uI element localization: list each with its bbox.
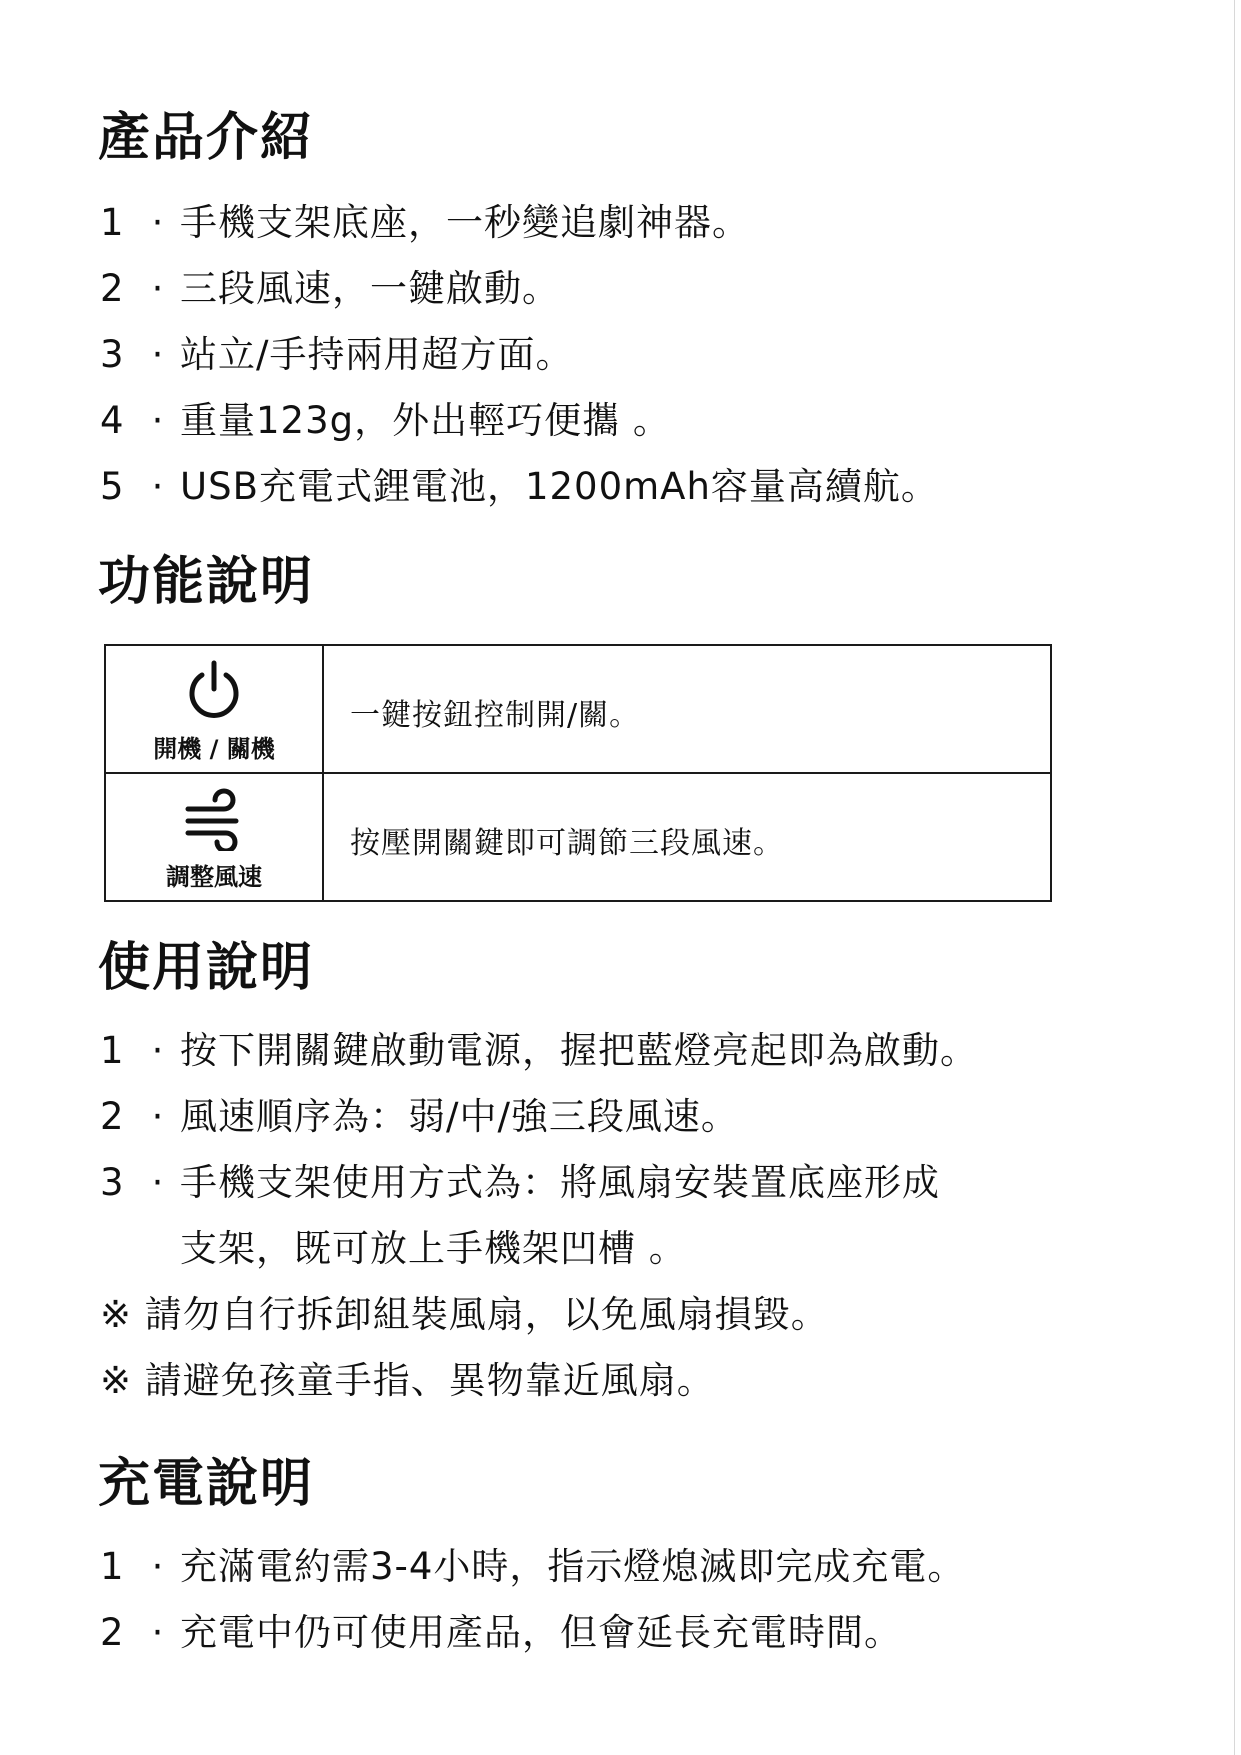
warning-note: ※ 請勿自行拆卸組裝風扇，以免風扇損毀。 — [100, 1293, 829, 1336]
wind-desc: 按壓開關鍵即可調節三段風速。 — [323, 773, 1051, 901]
list-item: 3 · 站立/手持兩用超方面。 — [100, 333, 574, 376]
list-item: 4 · 重量123g，外出輕巧便攜 。 — [100, 399, 671, 442]
usage-list — [100, 1018, 978, 1414]
list-item: 2 · 充電中仍可使用產品，但會延長充電時間。 — [100, 1611, 902, 1654]
wind-cell — [105, 773, 323, 901]
table-row — [105, 645, 1051, 773]
page-edge-divider — [1234, 0, 1235, 1755]
wind-icon — [182, 787, 246, 851]
list-item-continuation: 支架，既可放上手機架凹槽 。 — [180, 1227, 687, 1270]
list-item: 5 · USB充電式鋰電池，1200mAh容量高續航。 — [100, 465, 939, 508]
table-row — [105, 773, 1051, 901]
power-icon — [184, 659, 244, 723]
function-table — [104, 644, 1052, 902]
list-item: 3 · 手機支架使用方式為：將風扇安裝置底座形成 — [100, 1161, 940, 1204]
list-item: 1 · 充滿電約需3-4小時，指示燈熄滅即完成充電。 — [100, 1545, 966, 1588]
intro-list — [100, 190, 939, 520]
function-title: 功能說明 — [98, 552, 315, 612]
intro-title: 產品介紹 — [98, 108, 315, 168]
list-item: 1 · 手機支架底座，一秒變追劇神器。 — [100, 201, 750, 244]
warning-note: ※ 請避免孩童手指、異物靠近風扇。 — [100, 1359, 715, 1402]
list-item: 1 · 按下開關鍵啟動電源，握把藍燈亮起即為啟動。 — [100, 1029, 978, 1072]
power-desc: 一鍵按鈕控制開/關。 — [323, 645, 1051, 773]
list-item: 2 · 三段風速，一鍵啟動。 — [100, 267, 560, 310]
usage-title: 使用說明 — [98, 938, 315, 998]
list-item: 2 · 風速順序為：弱/中/強三段風速。 — [100, 1095, 739, 1138]
power-label: 開機 / 關機 — [153, 734, 275, 763]
wind-label: 調整風速 — [166, 862, 262, 891]
charging-title: 充電說明 — [98, 1454, 315, 1514]
power-cell — [105, 645, 323, 773]
charging-list — [100, 1534, 965, 1666]
